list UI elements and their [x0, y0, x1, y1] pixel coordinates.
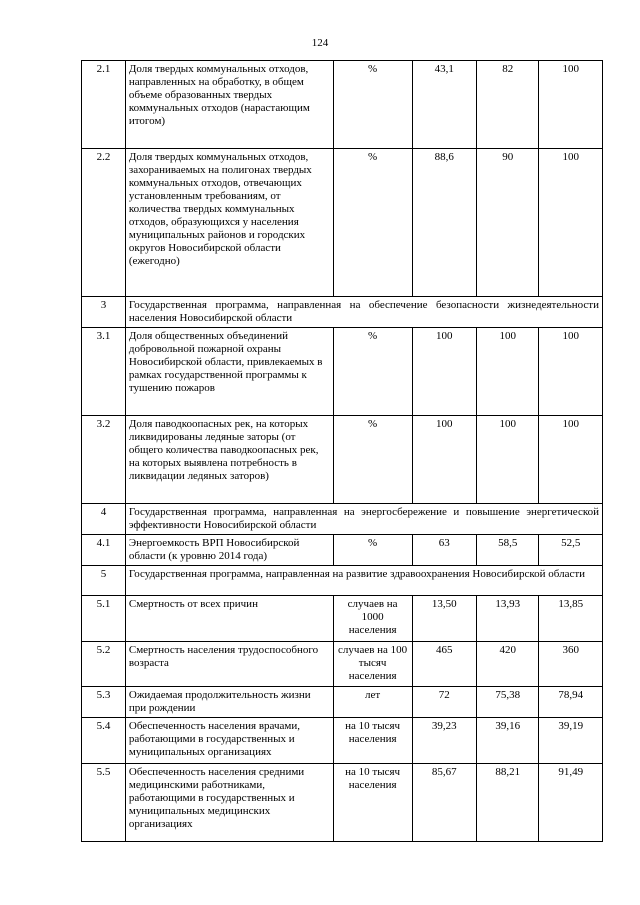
section-row: [82, 566, 603, 596]
value-cell: 90: [476, 149, 539, 297]
value-cell: 58,5: [476, 535, 539, 566]
indicator-name: Доля паводкоопасных рек, на которых ликвидированы ледяные заторы (от общего количества паводкоопасных рек, на которых выявлена потребность в ликвидации ледяных заторов): [125, 416, 333, 504]
table-row: [82, 764, 603, 842]
indicator-name: Обеспеченность населения врачами, работающими в государственных и муниципальных организациях: [125, 718, 333, 764]
row-number: 5.5: [82, 764, 126, 842]
indicator-name: Доля твердых коммунальных отходов, захораниваемых на полигонах твердых коммунальных отходов, отвечающих установленным требованиям, от количества твердых коммунальных отходов, образующихся у населения муниципальных районов и городских округов Новосибирской области (ежегодно): [125, 149, 333, 297]
table-row: [82, 535, 603, 566]
indicator-name: Доля твердых коммунальных отходов, направленных на обработку, в общем объеме образованных твердых коммунальных отходов (нарастающим итогом): [125, 61, 333, 149]
table-row: [82, 328, 603, 416]
value-cell: 13,85: [539, 596, 603, 642]
section-row: [82, 297, 603, 328]
value-cell: 91,49: [539, 764, 603, 842]
table-row: [82, 642, 603, 687]
row-number: 3.2: [82, 416, 126, 504]
value-cell: 465: [412, 642, 476, 687]
table-row: [82, 687, 603, 718]
value-cell: 52,5: [539, 535, 603, 566]
unit-cell: случаев на 1000 населения: [333, 596, 412, 642]
value-cell: 85,67: [412, 764, 476, 842]
value-cell: 100: [476, 328, 539, 416]
value-cell: 63: [412, 535, 476, 566]
unit-cell: %: [333, 61, 412, 149]
row-number: 3: [82, 297, 126, 328]
indicators-table: [81, 60, 603, 842]
unit-cell: %: [333, 149, 412, 297]
value-cell: 88,21: [476, 764, 539, 842]
value-cell: 39,19: [539, 718, 603, 764]
indicator-name: Энергоемкость ВРП Новосибирской области (к уровню 2014 года): [125, 535, 333, 566]
value-cell: 78,94: [539, 687, 603, 718]
value-cell: 13,50: [412, 596, 476, 642]
page-number: 124: [311, 37, 329, 49]
section-row: [82, 504, 603, 535]
section-title: Государственная программа, направленная на энергосбережение и повышение энергетической эффективности Новосибирской области: [125, 504, 602, 535]
unit-cell: лет: [333, 687, 412, 718]
value-cell: 100: [539, 416, 603, 504]
indicator-name: Доля общественных объединений добровольной пожарной охраны Новосибирской области, привлекаемых в рамках государственной программы к тушению пожаров: [125, 328, 333, 416]
row-number: 5.1: [82, 596, 126, 642]
unit-cell: на 10 тысяч населения: [333, 764, 412, 842]
value-cell: 100: [412, 328, 476, 416]
row-number: 2.1: [82, 61, 126, 149]
value-cell: 100: [539, 328, 603, 416]
indicator-name: Обеспеченность населения средними медицинскими работниками, работающими в государственных и муниципальных медицинских организациях: [125, 764, 333, 842]
table-row: [82, 149, 603, 297]
row-number: 5.2: [82, 642, 126, 687]
value-cell: 420: [476, 642, 539, 687]
table-row: [82, 416, 603, 504]
row-number: 2.2: [82, 149, 126, 297]
indicator-name: Ожидаемая продолжительность жизни при рождении: [125, 687, 333, 718]
value-cell: 100: [539, 61, 603, 149]
value-cell: 72: [412, 687, 476, 718]
unit-cell: %: [333, 535, 412, 566]
unit-cell: %: [333, 416, 412, 504]
indicator-name: Смертность от всех причин: [125, 596, 333, 642]
indicator-name: Смертность населения трудоспособного возраста: [125, 642, 333, 687]
value-cell: 39,16: [476, 718, 539, 764]
value-cell: 100: [476, 416, 539, 504]
row-number: 5: [82, 566, 126, 596]
unit-cell: случаев на 100 тысяч населения: [333, 642, 412, 687]
value-cell: 88,6: [412, 149, 476, 297]
table-row: [82, 596, 603, 642]
value-cell: 43,1: [412, 61, 476, 149]
row-number: 4.1: [82, 535, 126, 566]
row-number: 4: [82, 504, 126, 535]
table-row: [82, 61, 603, 149]
value-cell: 13,93: [476, 596, 539, 642]
value-cell: 100: [412, 416, 476, 504]
value-cell: 39,23: [412, 718, 476, 764]
row-number: 3.1: [82, 328, 126, 416]
row-number: 5.3: [82, 687, 126, 718]
section-title: Государственная программа, направленная на обеспечение безопасности жизнедеятельности населения Новосибирской области: [125, 297, 602, 328]
value-cell: 360: [539, 642, 603, 687]
value-cell: 75,38: [476, 687, 539, 718]
value-cell: 82: [476, 61, 539, 149]
section-title: Государственная программа, направленная на развитие здравоохранения Новосибирской области: [125, 566, 602, 596]
value-cell: 100: [539, 149, 603, 297]
row-number: 5.4: [82, 718, 126, 764]
unit-cell: на 10 тысяч населения: [333, 718, 412, 764]
table-row: [82, 718, 603, 764]
unit-cell: %: [333, 328, 412, 416]
